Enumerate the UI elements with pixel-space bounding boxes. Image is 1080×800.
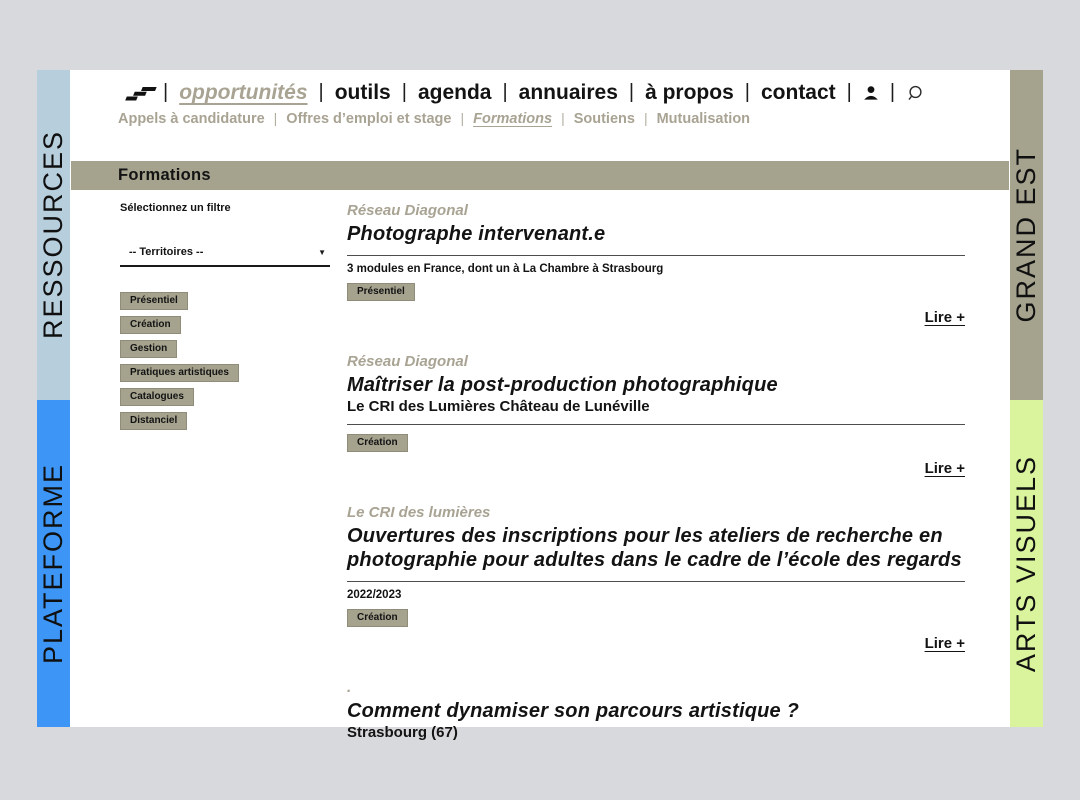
strip-arts-visuels — [1010, 400, 1043, 727]
listing-org: Réseau Diagonal — [347, 353, 468, 370]
filter-sidebar — [120, 202, 332, 430]
listing-item — [347, 353, 965, 478]
listing-meta: 3 modules en France, dont un à La Chambre à Strasbourg — [347, 263, 664, 275]
divider — [347, 581, 965, 582]
nav-item-contact[interactable]: contact — [760, 81, 836, 104]
sub-nav — [118, 110, 923, 127]
strip-ressources — [37, 70, 70, 400]
filter-button-pratiques-artistiques[interactable]: Pratiques artistiques — [120, 364, 239, 382]
nav-separator: | — [744, 80, 750, 103]
listing-item — [347, 679, 965, 741]
lire-plus-link[interactable]: Lire + — [924, 460, 965, 477]
nav-separator: | — [163, 80, 169, 103]
strip-grand-est — [1010, 70, 1043, 400]
listing-tag[interactable]: Création — [347, 434, 408, 452]
territories-select-value: -- Territoires -- — [129, 246, 204, 258]
divider — [347, 255, 965, 256]
filter-button-gestion[interactable]: Gestion — [120, 340, 177, 358]
listing-item — [347, 504, 965, 653]
subnav-item-offres[interactable]: Offres d’emploi et stage — [286, 111, 452, 127]
listing-tag[interactable]: Présentiel — [347, 283, 415, 301]
user-icon[interactable] — [863, 85, 879, 101]
subnav-item-soutiens[interactable]: Soutiens — [573, 111, 635, 127]
filter-button-creation[interactable]: Création — [120, 316, 181, 334]
listing-subtitle: Le CRI des Lumières Château de Lunéville — [347, 398, 650, 415]
subnav-separator: | — [643, 110, 648, 126]
chevron-down-icon: ▼ — [318, 247, 326, 257]
page-title: Formations — [71, 161, 1009, 190]
logo-stairs-icon[interactable] — [118, 86, 152, 101]
subnav-separator: | — [273, 110, 278, 126]
strip-plateforme-label: PLATEFORME — [38, 462, 68, 665]
listing-tags — [347, 607, 965, 627]
listing-tag[interactable]: Création — [347, 609, 408, 627]
nav-item-opportunites[interactable]: opportunités — [179, 81, 308, 104]
listing-title[interactable]: Photographe intervenant.e — [347, 223, 606, 245]
listings — [347, 202, 965, 741]
listing-title[interactable]: Comment dynamiser son parcours artistique ? — [347, 700, 800, 722]
strip-arts-visuels-label: ARTS VISUELS — [1011, 454, 1041, 673]
listing-tags — [347, 432, 965, 452]
filter-label: Sélectionnez un filtre — [120, 202, 231, 214]
subnav-separator: | — [460, 110, 465, 126]
listing-org: Le CRI des lumières — [347, 504, 491, 521]
listing-title[interactable]: Ouvertures des inscriptions pour les ateliers de recherche en photographie pour adultes dans le cadre de l’école des regards — [347, 525, 962, 571]
listing-title[interactable]: Maîtriser la post-production photographique — [347, 374, 778, 396]
nav-item-annuaires[interactable]: annuaires — [518, 81, 618, 104]
filter-button-list — [120, 292, 332, 430]
listing-meta: 2022/2023 — [347, 589, 402, 601]
filter-button-catalogues[interactable]: Catalogues — [120, 388, 194, 406]
listing-link-row — [347, 309, 965, 327]
listing-org: Réseau Diagonal — [347, 202, 468, 219]
nav-item-outils[interactable]: outils — [334, 81, 391, 104]
nav-item-agenda[interactable]: agenda — [417, 81, 492, 104]
listing-link-row — [347, 635, 965, 653]
divider — [347, 424, 965, 425]
listing-subtitle: Strasbourg (67) — [347, 724, 458, 741]
main-nav — [118, 81, 923, 105]
listing-item — [347, 202, 965, 327]
nav-separator: | — [401, 80, 407, 103]
lire-plus-link[interactable]: Lire + — [924, 309, 965, 326]
site-header — [118, 81, 923, 127]
subnav-separator: | — [561, 110, 565, 126]
nav-separator: | — [502, 80, 508, 103]
nav-separator: | — [889, 80, 896, 103]
listing-tags — [347, 281, 965, 301]
filter-button-distanciel[interactable]: Distanciel — [120, 412, 187, 430]
strip-ressources-label: RESSOURCES — [38, 130, 68, 340]
nav-separator: | — [318, 80, 324, 103]
subnav-item-mutualisation[interactable]: Mutualisation — [656, 111, 751, 127]
search-icon[interactable] — [906, 85, 923, 102]
main-content-area — [70, 70, 1010, 741]
nav-separator: | — [628, 80, 635, 103]
strip-plateforme — [37, 400, 70, 727]
listing-org: . — [347, 679, 352, 696]
nav-separator: | — [846, 80, 852, 103]
lire-plus-link[interactable]: Lire + — [924, 635, 965, 652]
subnav-item-formations[interactable]: Formations — [473, 111, 553, 127]
filter-button-presentiel[interactable]: Présentiel — [120, 292, 188, 310]
nav-item-a-propos[interactable]: à propos — [645, 81, 734, 104]
territories-select[interactable] — [120, 246, 330, 267]
subnav-item-appels[interactable]: Appels à candidature — [118, 111, 265, 127]
strip-grand-est-label: GRAND EST — [1011, 147, 1041, 323]
listing-link-row — [347, 460, 965, 478]
